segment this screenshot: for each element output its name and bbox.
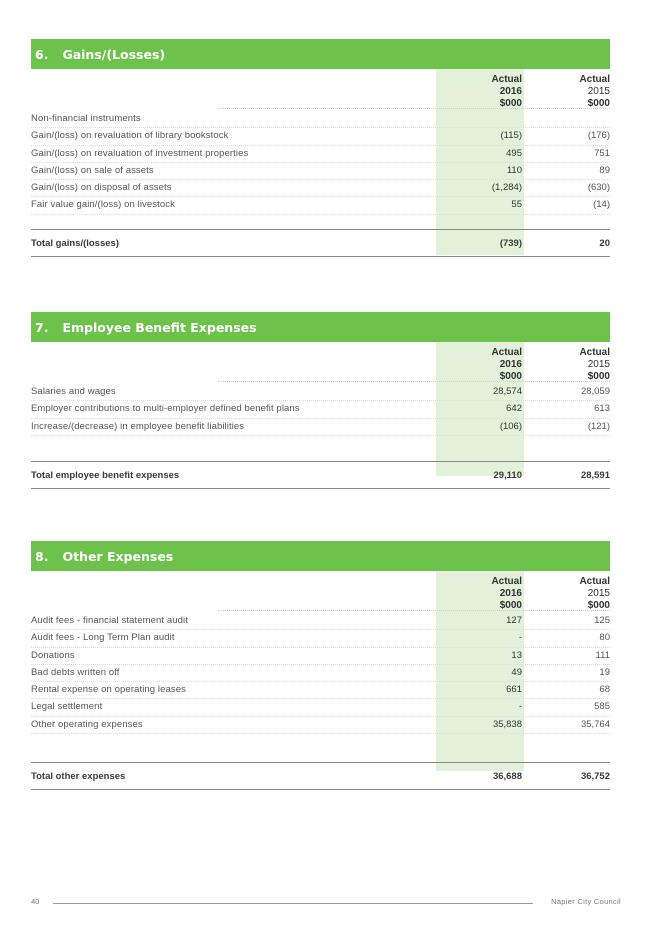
value-2015: 35,764: [580, 718, 610, 730]
value-2016: (106): [499, 420, 522, 432]
row-label: Gain/(loss) on revaluation of investment properties: [31, 147, 249, 159]
value-2015: (14): [593, 199, 610, 211]
divider: [218, 381, 610, 382]
value-2016: 110: [506, 164, 522, 176]
row-label: Increase/(decrease) in employee benefit liabilities: [31, 420, 245, 432]
section-employee-benefit-expenses: [31, 312, 610, 489]
row-label: Bad debts written off: [31, 666, 120, 678]
table-row: [31, 384, 610, 401]
column-header-2015: Actual 2015 $000: [579, 347, 610, 382]
value-2015: 613: [594, 403, 610, 415]
value-2015: 80: [599, 632, 610, 644]
value-2015: (630): [587, 182, 610, 194]
table-row: [31, 111, 610, 128]
value-2016: (115): [500, 130, 522, 142]
column-header-2016: Actual 2016 $000: [491, 347, 522, 382]
value-2015: (121): [587, 420, 610, 432]
total-row: [31, 762, 610, 790]
table-header: [31, 571, 610, 613]
value-2016: 13: [511, 649, 522, 661]
section-header-bar: [31, 39, 610, 69]
total-2015: 36,752: [580, 771, 610, 783]
value-2016: 55: [511, 199, 522, 211]
table-row: [31, 401, 610, 418]
column-header-2016: Actual 2016 $000: [491, 74, 522, 109]
table-row: [31, 630, 610, 647]
total-row: [31, 461, 610, 489]
column-header-2015: Actual 2015 $000: [579, 74, 610, 109]
table-row: [31, 665, 610, 682]
value-2016: 28,574: [492, 386, 522, 397]
value-2015: 585: [594, 701, 610, 713]
total-2015: 20: [599, 237, 610, 249]
table-row: [31, 699, 610, 716]
value-2016: 661: [506, 684, 522, 696]
row-label: Gain/(loss) on revaluation of library bookstock: [31, 130, 229, 142]
column-header-2015: Actual 2015 $000: [579, 576, 610, 611]
value-2015: 28,059: [580, 386, 610, 397]
value-2016: 35,838: [492, 718, 522, 730]
total-2016: (739): [499, 237, 522, 249]
section-other-expenses: [31, 541, 610, 790]
section-title: Employee Benefit Expenses: [62, 319, 257, 335]
section-header-bar: [31, 312, 610, 342]
table-row: [31, 128, 610, 145]
total-2016: 36,688: [492, 771, 522, 783]
page-footer: [31, 897, 621, 909]
value-2016: (1,284): [491, 182, 522, 194]
row-label: Non-financial instruments: [31, 113, 141, 124]
row-label: Other operating expenses: [31, 718, 143, 730]
value-2015: 19: [599, 666, 610, 678]
table-header: [31, 69, 610, 111]
row-label: Gain/(loss) on disposal of assets: [31, 182, 172, 194]
total-row: [31, 229, 610, 257]
total-label: Total other expenses: [31, 771, 126, 783]
row-label: Rental expense on operating leases: [31, 684, 186, 696]
value-2016: 127: [506, 615, 522, 626]
table-row: [31, 146, 610, 163]
total-label: Total employee benefit expenses: [31, 469, 180, 481]
value-2015: 68: [599, 684, 610, 696]
footer-rule: [53, 903, 533, 904]
row-label: Fair value gain/(loss) on livestock: [31, 199, 175, 211]
row-label: Audit fees - Long Term Plan audit: [31, 632, 175, 644]
section-number: 8.: [35, 548, 49, 564]
table-row: [31, 717, 610, 734]
table-row: [31, 163, 610, 180]
value-2015: (176): [587, 130, 610, 142]
table-row: [31, 682, 610, 699]
table-header: [31, 342, 610, 384]
row-label: Gain/(loss) on sale of assets: [31, 164, 154, 176]
table-row: [31, 613, 610, 630]
divider: [218, 108, 610, 109]
value-2015: 89: [599, 164, 610, 176]
organization-name: Napier City Council: [551, 897, 621, 906]
section-gains-losses: [31, 39, 610, 257]
section-title: Gains/(Losses): [62, 46, 166, 62]
table-row: [31, 419, 610, 436]
value-2015: 111: [595, 649, 610, 661]
section-number: 6.: [35, 46, 49, 62]
value-2016: 49: [511, 666, 522, 678]
table-row: [31, 648, 610, 665]
row-label: Legal settlement: [31, 701, 103, 713]
total-label: Total gains/(losses): [31, 237, 119, 249]
column-header-2016: Actual 2016 $000: [491, 576, 522, 611]
section-number: 7.: [35, 319, 49, 335]
table-row: [31, 180, 610, 197]
divider: [218, 610, 610, 611]
total-2015: 28,591: [580, 469, 610, 481]
row-label: Salaries and wages: [31, 386, 116, 397]
value-2016: 642: [506, 403, 522, 415]
table-row: [31, 197, 610, 214]
value-2015: 751: [594, 147, 610, 159]
gains-losses-table: [31, 69, 610, 257]
section-title: Other Expenses: [62, 548, 174, 564]
value-2016: 495: [506, 147, 522, 159]
other-expenses-table: [31, 571, 610, 790]
total-2016: 29,110: [493, 469, 522, 481]
value-2016: -: [518, 701, 522, 713]
employee-benefit-table: [31, 342, 610, 489]
page-number: 40: [31, 897, 40, 906]
row-label: Employer contributions to multi-employer defined benefit plans: [31, 403, 300, 415]
row-label: Audit fees - financial statement audit: [31, 615, 188, 626]
value-2015: 125: [594, 615, 610, 626]
row-label: Donations: [31, 649, 75, 661]
value-2016: -: [518, 632, 522, 644]
section-header-bar: [31, 541, 610, 571]
